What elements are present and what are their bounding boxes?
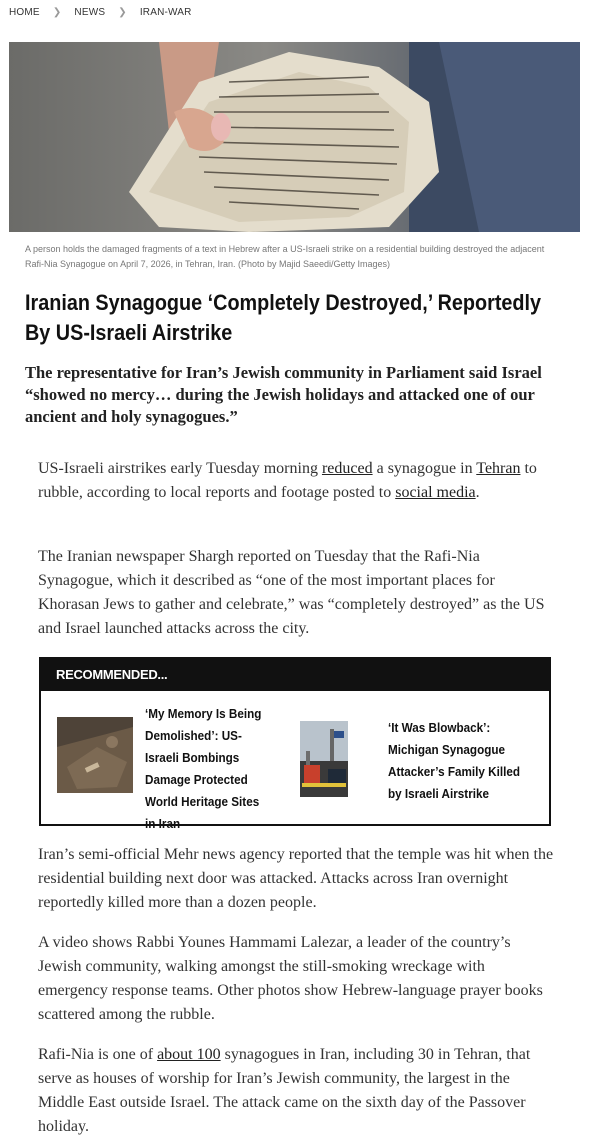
article-paragraph: US-Israeli airstrikes early Tuesday morning reduced a synagogue in Tehran to rubble, according to local reports and footage posted to social media. <box>38 460 537 501</box>
article-deck: The representative for Iran’s Jewish community in Parliament said Israel “showed no mercy… during the Jewish holidays and attacked one of our ancient and holy synagogues.” <box>25 363 542 426</box>
recommended-item[interactable] <box>300 717 538 805</box>
article-paragraph: Rafi-Nia is one of about 100 synagogues in Iran, including 30 in Tehran, that serve as houses of worship for Iran’s Jewish community, the largest in the Middle East outside Israel. The attack came on the sixth day of the Passover holiday. <box>38 1046 531 1135</box>
article-paragraph: A video shows Rabbi Younes Hammami Lalezar, a leader of the country’s Jewish community, walking amongst the still-smoking wreckage with emergency response teams. Other photos show Hebrew-language prayer books scattered among the rubble. <box>38 934 543 1023</box>
article-paragraph: Iran’s semi-official Mehr news agency reported that the temple was hit when the residential building next door was attacked. Attacks across Iran overnight reportedly killed more than a dozen people. <box>38 846 554 911</box>
article-paragraph: The Iranian newspaper Shargh reported on Tuesday that the Rafi-Nia Synagogue, which it described as “one of the most important places for Khorasan Jews to gather and celebrate,” was “completely destroyed” as the US and Israel launched attacks across the city. <box>38 548 545 637</box>
chevron-right-icon: ❯ <box>118 6 127 18</box>
social-media-link[interactable]: social media <box>395 484 476 501</box>
recommended-title[interactable]: ‘It Was Blowback’: Michigan Synagogue Attacker’s Family Killed by Israeli Airstrike <box>388 720 521 801</box>
chevron-right-icon: ❯ <box>52 6 62 18</box>
hero-image <box>9 42 580 232</box>
recommended-box <box>39 657 551 831</box>
hero-caption: A person holds the damaged fragments of a text in Hebrew after a US-Israeli strike on a residential building destroyed the adjacent Rafi-Nia Synagogue on April 7, 2026, in Tehran, Iran. (Photo by Majid Saeedi/Getty Images) <box>25 244 545 269</box>
recommended-thumbnail[interactable] <box>57 717 133 793</box>
about-100-link[interactable]: about 100 <box>157 1046 221 1063</box>
recommended-thumbnail[interactable] <box>300 721 348 797</box>
breadcrumb-news-link[interactable]: NEWS <box>74 6 106 18</box>
breadcrumb <box>9 6 192 18</box>
breadcrumb-iran-war-link[interactable]: IRAN-WAR <box>139 6 192 18</box>
reduced-link[interactable]: reduced <box>321 460 373 477</box>
recommended-item[interactable] <box>57 703 285 835</box>
tehran-link[interactable]: Tehran <box>476 460 521 477</box>
recommended-heading: RECOMMENDED... <box>41 659 549 691</box>
article-headline: Iranian Synagogue ‘Completely Destroyed,’ Reportedly By US-Israeli Airstrike <box>25 290 542 345</box>
breadcrumb-home-link[interactable]: HOME <box>9 6 40 18</box>
recommended-title[interactable]: ‘My Memory Is Being Demolished’: US-Israeli Bombings Damage Protected World Heritage Sites in Iran <box>145 706 262 831</box>
